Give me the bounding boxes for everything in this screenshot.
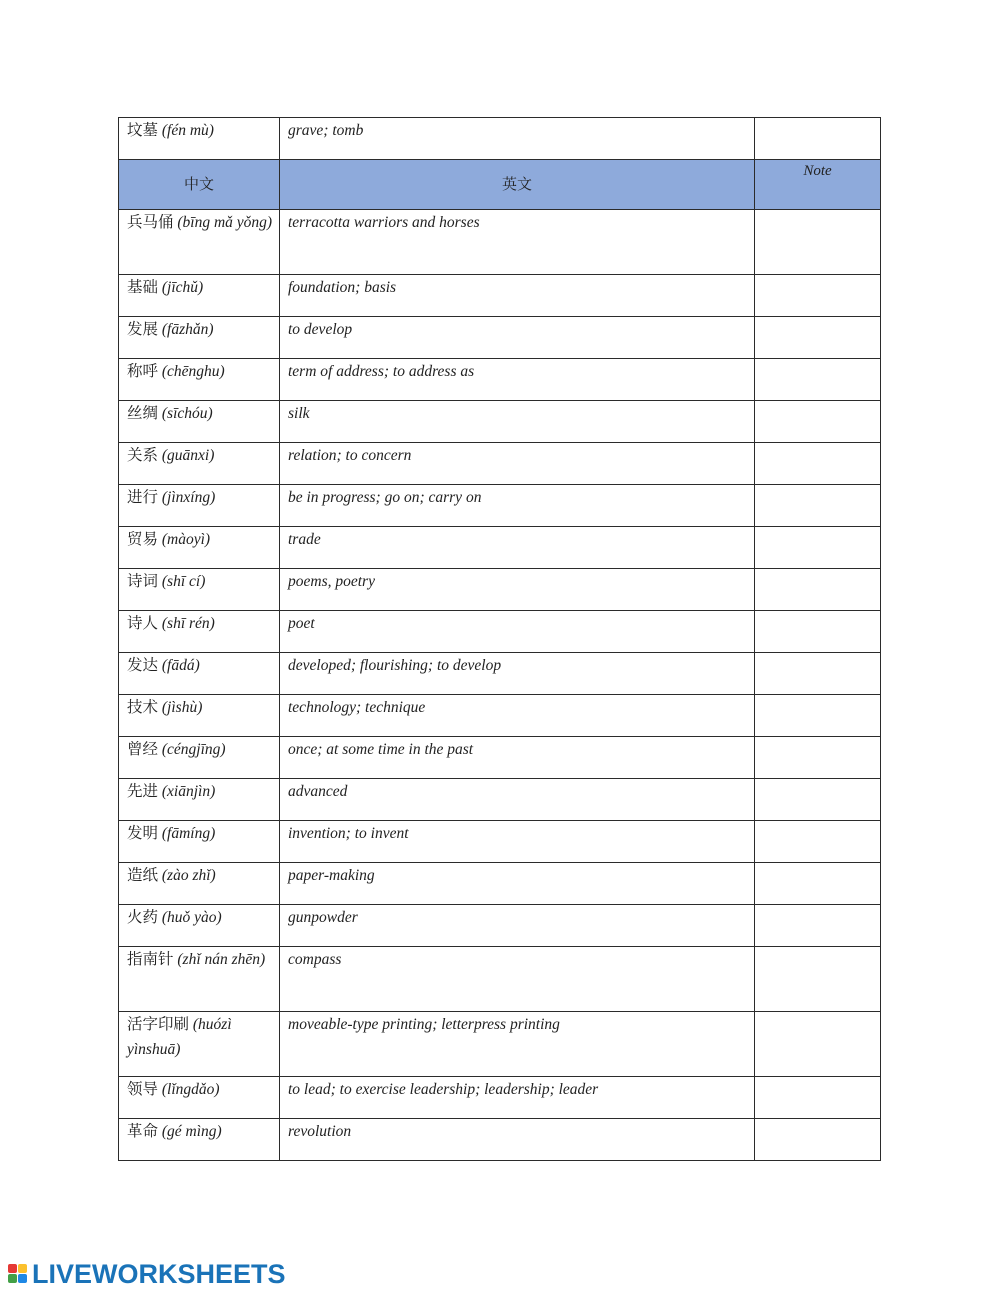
english-cell: trade [280, 527, 755, 569]
pinyin: (màoyì) [158, 531, 211, 548]
english-cell: silk [280, 401, 755, 443]
table-row [119, 1077, 881, 1119]
note-cell[interactable] [755, 569, 881, 611]
chinese-cell [119, 947, 280, 1012]
chinese-cell [119, 821, 280, 863]
chinese-word: 贸易 [127, 531, 159, 548]
note-cell[interactable] [755, 653, 881, 695]
chinese-cell [119, 275, 280, 317]
chinese-word: 称呼 [127, 363, 159, 380]
note-cell[interactable] [755, 359, 881, 401]
table-row [119, 695, 881, 737]
pinyin: (fādá) [158, 657, 200, 674]
chinese-cell [119, 210, 280, 275]
note-cell[interactable] [755, 611, 881, 653]
pinyin: (fāmíng) [158, 825, 216, 842]
chinese-word: 曾经 [127, 741, 159, 758]
english-cell: developed; flourishing; to develop [280, 653, 755, 695]
note-cell[interactable] [755, 779, 881, 821]
table-row [119, 821, 881, 863]
chinese-cell [119, 401, 280, 443]
chinese-word: 关系 [127, 447, 159, 464]
chinese-cell [119, 611, 280, 653]
table-row [119, 1012, 881, 1077]
chinese-word: 诗人 [127, 615, 159, 632]
chinese-word: 技术 [127, 699, 159, 716]
chinese-word: 诗词 [127, 573, 159, 590]
chinese-cell [119, 905, 280, 947]
chinese-cell [119, 118, 280, 160]
note-cell[interactable] [755, 527, 881, 569]
chinese-cell [119, 317, 280, 359]
chinese-cell [119, 1012, 280, 1077]
header-row [119, 160, 881, 210]
logo-mark-icon [8, 1262, 30, 1286]
pinyin: (fén mù) [158, 122, 214, 139]
vocabulary-table [118, 117, 881, 1161]
pinyin: (lǐngdǎo) [158, 1081, 220, 1098]
pinyin: (zào zhǐ) [158, 867, 216, 884]
table-row [119, 1119, 881, 1161]
note-cell[interactable] [755, 905, 881, 947]
chinese-word: 指南针 [127, 951, 174, 968]
liveworksheets-logo [8, 1258, 286, 1290]
chinese-cell [119, 527, 280, 569]
note-cell[interactable] [755, 210, 881, 275]
english-cell: advanced [280, 779, 755, 821]
table-row [119, 118, 881, 160]
note-cell[interactable] [755, 485, 881, 527]
table-row [119, 947, 881, 1012]
note-cell[interactable] [755, 1119, 881, 1161]
english-cell: paper-making [280, 863, 755, 905]
chinese-word: 造纸 [127, 867, 159, 884]
chinese-word: 丝绸 [127, 405, 159, 422]
note-cell[interactable] [755, 443, 881, 485]
table-row [119, 653, 881, 695]
note-cell[interactable] [755, 275, 881, 317]
english-cell: invention; to invent [280, 821, 755, 863]
english-cell: poems, poetry [280, 569, 755, 611]
note-cell[interactable] [755, 1012, 881, 1077]
pinyin: (zhǐ nán zhēn) [173, 951, 266, 968]
chinese-word: 发达 [127, 657, 159, 674]
chinese-word: 坟墓 [127, 122, 159, 139]
note-cell[interactable] [755, 317, 881, 359]
table-row [119, 569, 881, 611]
note-cell[interactable] [755, 737, 881, 779]
english-cell: foundation; basis [280, 275, 755, 317]
pinyin: (huózì yìnshuā) [127, 1016, 232, 1058]
chinese-cell [119, 569, 280, 611]
english-cell: poet [280, 611, 755, 653]
chinese-cell [119, 485, 280, 527]
pinyin: (céngjīng) [158, 741, 226, 758]
table-row [119, 905, 881, 947]
chinese-word: 革命 [127, 1123, 159, 1140]
table-row [119, 485, 881, 527]
table-row [119, 275, 881, 317]
table-row [119, 443, 881, 485]
english-cell: once; at some time in the past [280, 737, 755, 779]
chinese-cell [119, 1119, 280, 1161]
english-cell: grave; tomb [280, 118, 755, 160]
table-row [119, 527, 881, 569]
table-row [119, 737, 881, 779]
chinese-cell [119, 695, 280, 737]
note-cell[interactable] [755, 1077, 881, 1119]
pinyin: (guānxi) [158, 447, 215, 464]
chinese-word: 先进 [127, 783, 159, 800]
english-cell: term of address; to address as [280, 359, 755, 401]
table-row [119, 863, 881, 905]
pinyin: (bīng mǎ yǒng) [173, 214, 273, 231]
pinyin: (gé mìng) [158, 1123, 222, 1140]
header-note: Note [755, 160, 881, 210]
pinyin: (jìshù) [158, 699, 203, 716]
pinyin: (jīchǔ) [158, 279, 204, 296]
chinese-word: 火药 [127, 909, 159, 926]
english-cell: be in progress; go on; carry on [280, 485, 755, 527]
chinese-cell [119, 359, 280, 401]
pinyin: (jìnxíng) [158, 489, 216, 506]
english-cell: to lead; to exercise leadership; leadership; leader [280, 1077, 755, 1119]
note-cell[interactable] [755, 947, 881, 1012]
pinyin: (shī rén) [158, 615, 215, 632]
table-row [119, 401, 881, 443]
chinese-word: 兵马俑 [127, 214, 174, 231]
english-cell: moveable-type printing; letterpress printing [280, 1012, 755, 1077]
logo-text: LIVEWORKSHEETS [32, 1259, 286, 1289]
pinyin: (chēnghu) [158, 363, 225, 380]
table-row [119, 611, 881, 653]
header-chinese: 中文 [119, 160, 280, 210]
note-cell[interactable] [755, 401, 881, 443]
chinese-word: 发明 [127, 825, 159, 842]
chinese-cell [119, 779, 280, 821]
note-cell[interactable] [755, 118, 881, 160]
english-cell: gunpowder [280, 905, 755, 947]
table-row [119, 359, 881, 401]
chinese-word: 进行 [127, 489, 159, 506]
pinyin: (huǒ yào) [158, 909, 222, 926]
note-cell[interactable] [755, 695, 881, 737]
chinese-cell [119, 653, 280, 695]
chinese-cell [119, 737, 280, 779]
chinese-cell [119, 443, 280, 485]
english-cell: compass [280, 947, 755, 1012]
table-row [119, 779, 881, 821]
pinyin: (shī cí) [158, 573, 206, 590]
chinese-word: 基础 [127, 279, 159, 296]
chinese-word: 活字印刷 [127, 1016, 190, 1033]
english-cell: revolution [280, 1119, 755, 1161]
english-cell: terracotta warriors and horses [280, 210, 755, 275]
header-english: 英文 [280, 160, 755, 210]
note-cell[interactable] [755, 821, 881, 863]
table-row [119, 210, 881, 275]
chinese-cell [119, 863, 280, 905]
note-cell[interactable] [755, 863, 881, 905]
english-cell: technology; technique [280, 695, 755, 737]
pinyin: (fāzhǎn) [158, 321, 214, 338]
english-cell: relation; to concern [280, 443, 755, 485]
chinese-word: 领导 [127, 1081, 159, 1098]
pinyin: (xiānjìn) [158, 783, 216, 800]
table-row [119, 317, 881, 359]
chinese-cell [119, 1077, 280, 1119]
chinese-word: 发展 [127, 321, 159, 338]
english-cell: to develop [280, 317, 755, 359]
pinyin: (sīchóu) [158, 405, 213, 422]
